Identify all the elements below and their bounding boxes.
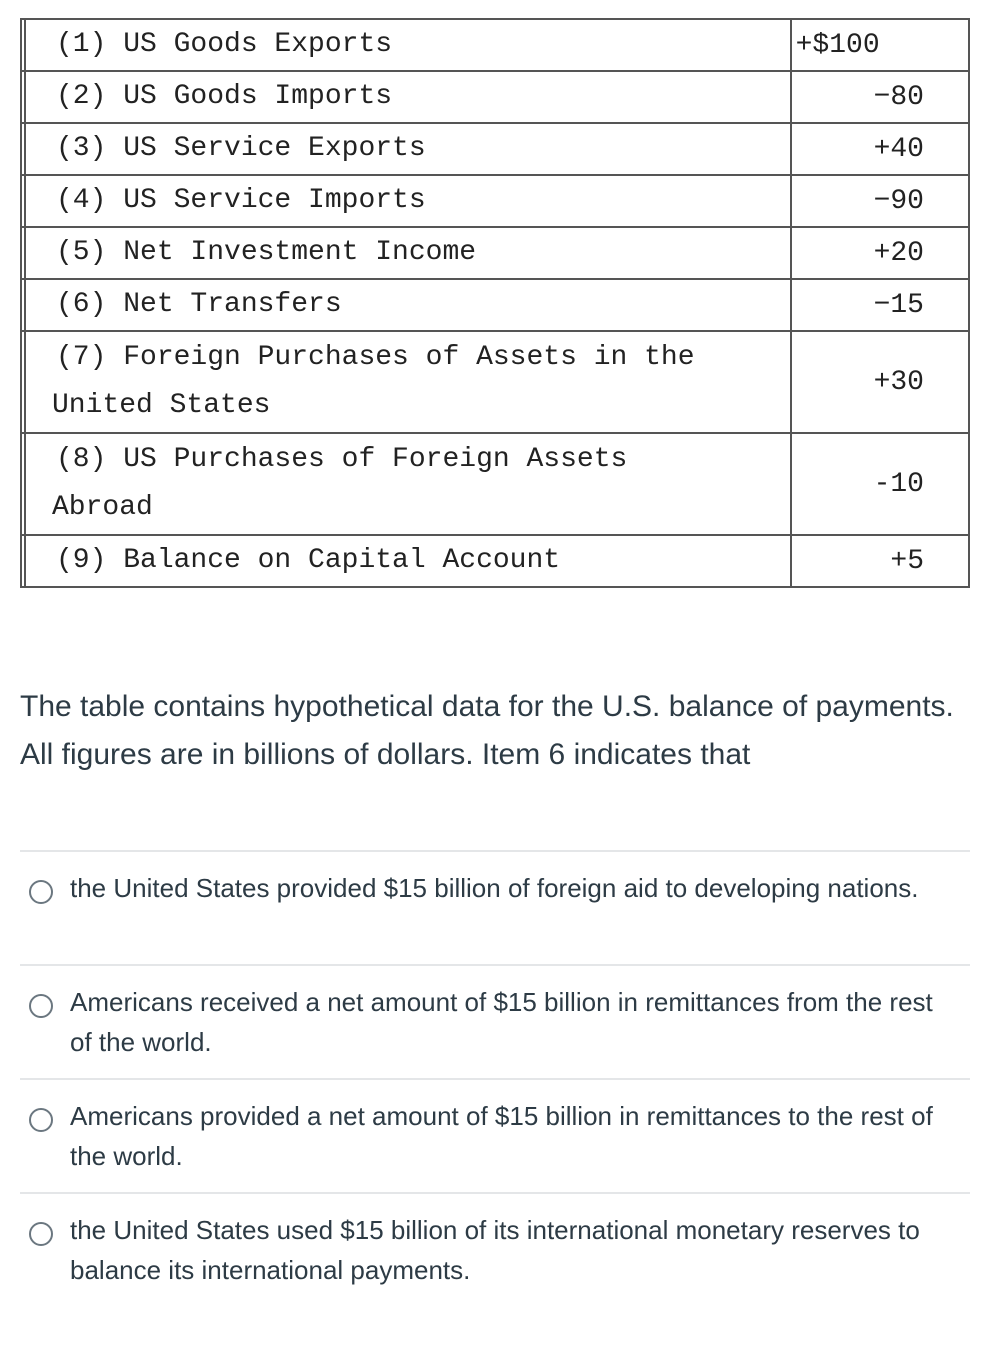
answer-label[interactable]: Americans provided a net amount of $15 billion in remittances to the rest of the world. bbox=[70, 1101, 933, 1171]
row-value: +20 bbox=[791, 227, 969, 279]
row-value: -10 bbox=[791, 433, 969, 535]
row-value: +30 bbox=[791, 331, 969, 433]
answer-label[interactable]: Americans received a net amount of $15 billion in remittances from the rest of the world. bbox=[70, 987, 933, 1057]
row-label: (5) Net Investment Income bbox=[21, 227, 791, 279]
row-label: (2) US Goods Imports bbox=[21, 71, 791, 123]
answer-option[interactable] bbox=[20, 1078, 970, 1192]
table-row bbox=[21, 19, 969, 71]
table-row bbox=[21, 535, 969, 587]
answer-label[interactable]: the United States used $15 billion of its international monetary reserves to balance its international payments. bbox=[70, 1215, 920, 1285]
table-row bbox=[21, 175, 969, 227]
table-row bbox=[21, 331, 969, 433]
row-label: (9) Balance on Capital Account bbox=[21, 535, 791, 587]
radio-button[interactable] bbox=[29, 880, 53, 904]
radio-button[interactable] bbox=[29, 1108, 53, 1132]
table-row bbox=[21, 227, 969, 279]
balance-of-payments-table bbox=[20, 18, 970, 588]
row-value: −15 bbox=[791, 279, 969, 331]
row-value: −80 bbox=[791, 71, 969, 123]
row-label: (3) US Service Exports bbox=[21, 123, 791, 175]
table-row bbox=[21, 279, 969, 331]
row-value: +40 bbox=[791, 123, 969, 175]
row-label-line2: United States bbox=[52, 390, 271, 421]
answer-option[interactable] bbox=[20, 964, 970, 1078]
table-row bbox=[21, 433, 969, 535]
row-label: (1) US Goods Exports bbox=[21, 19, 791, 71]
row-value: +$100 bbox=[791, 19, 969, 71]
row-label bbox=[21, 331, 791, 433]
answer-label[interactable]: the United States provided $15 billion of foreign aid to developing nations. bbox=[70, 873, 919, 903]
answer-option[interactable] bbox=[20, 850, 970, 964]
answer-option[interactable] bbox=[20, 1192, 970, 1306]
row-label: (4) US Service Imports bbox=[21, 175, 791, 227]
row-label: (6) Net Transfers bbox=[21, 279, 791, 331]
radio-button[interactable] bbox=[29, 1222, 53, 1246]
radio-button[interactable] bbox=[29, 994, 53, 1018]
question-text: The table contains hypothetical data for the U.S. balance of payments. All figures are in billions of dollars. Item 6 indicates that bbox=[20, 690, 954, 771]
answer-list bbox=[20, 850, 970, 1306]
table-row bbox=[21, 71, 969, 123]
row-label-line1: (7) Foreign Purchases of Assets in the bbox=[56, 342, 695, 373]
row-label-line1: (8) US Purchases of Foreign Assets bbox=[56, 444, 628, 475]
row-label-line2: Abroad bbox=[52, 492, 153, 523]
row-value: −90 bbox=[791, 175, 969, 227]
row-value: +5 bbox=[791, 535, 969, 587]
row-label bbox=[21, 433, 791, 535]
table-row bbox=[21, 123, 969, 175]
